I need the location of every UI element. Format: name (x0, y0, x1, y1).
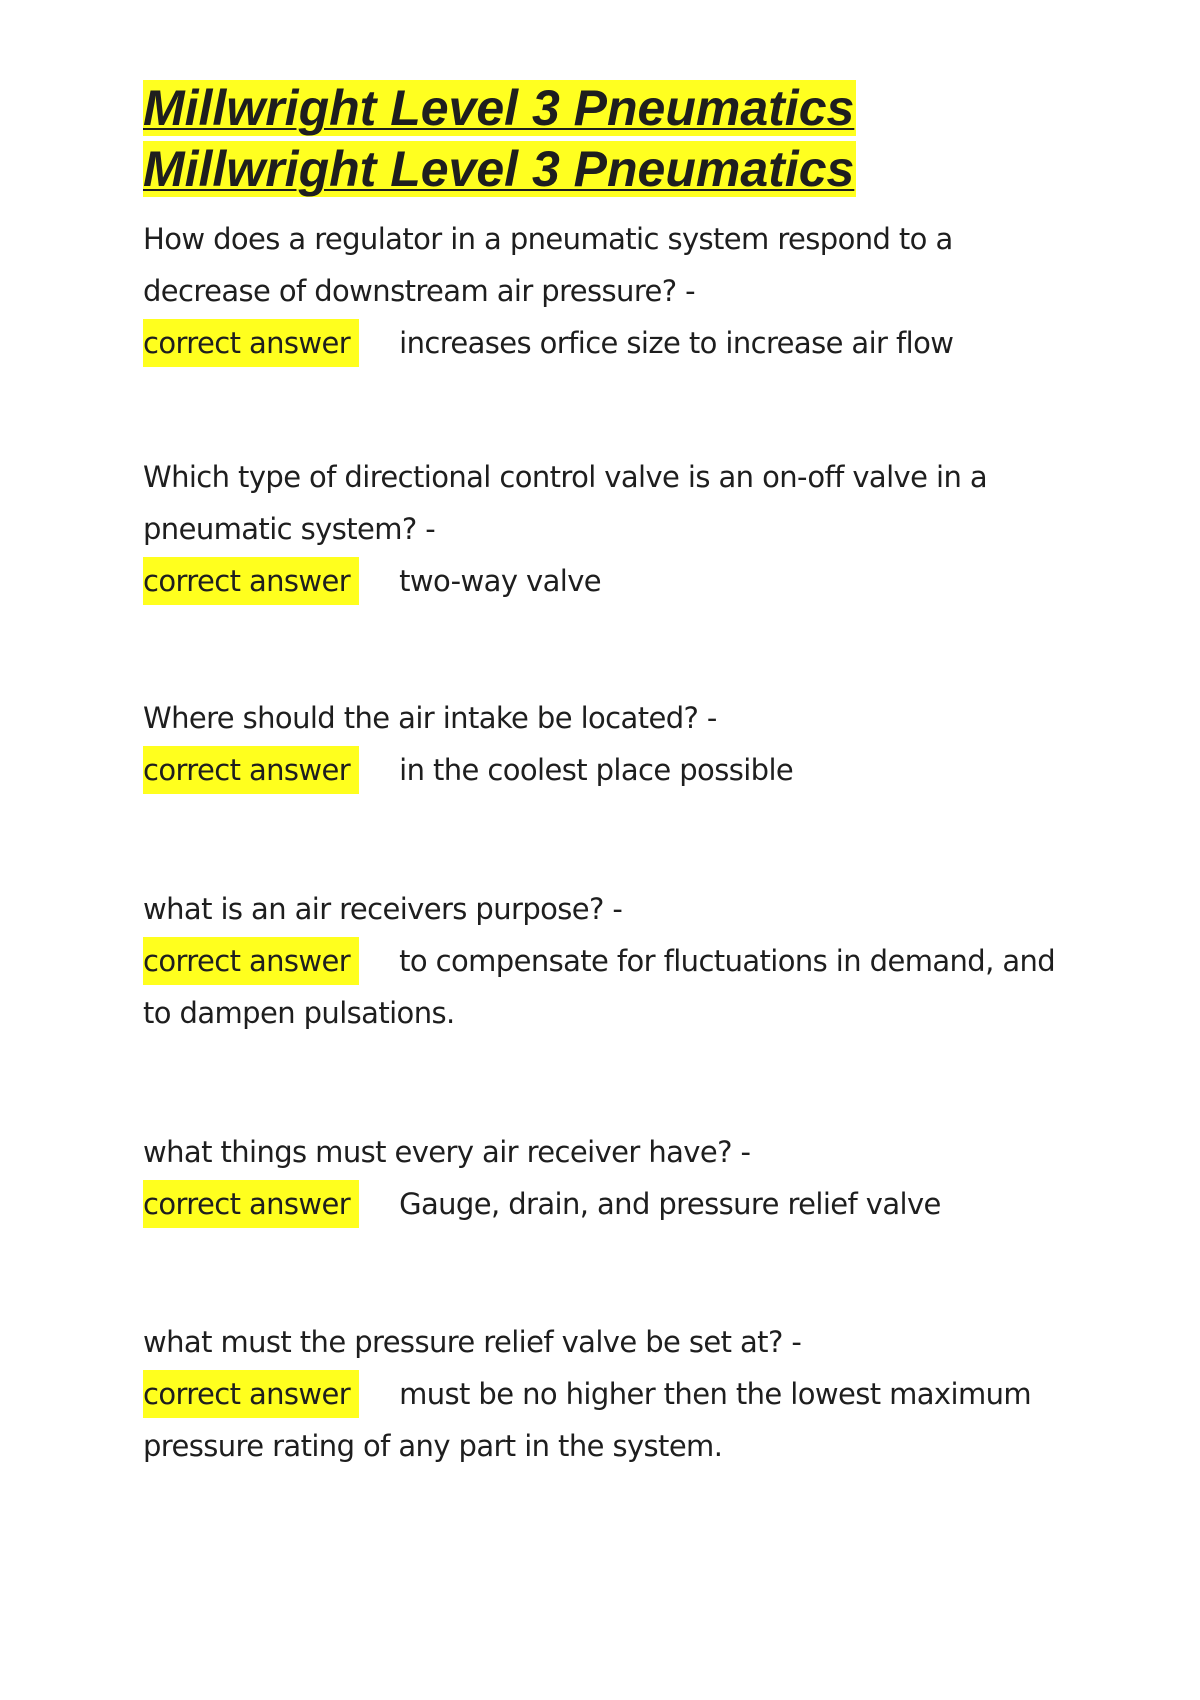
question-text: what things must every air receiver have? - (143, 1135, 751, 1169)
answer-text: Gauge, drain, and pressure relief valve (399, 1187, 941, 1221)
document-page (143, 78, 1073, 1472)
qa-item-4 (143, 883, 1073, 1039)
qa-item-2 (143, 451, 1073, 607)
title-highlight: Millwright Level 3 Pneumatics Millwright Level 3 Pneumatics (143, 80, 855, 197)
question-text: How does a regulator in a pneumatic system respond to a decrease of downstream air pressure? - (143, 222, 953, 308)
correct-answer-label: correct answer (143, 937, 359, 985)
question-text: what must the pressure relief valve be set at? - (143, 1325, 802, 1359)
answer-line (143, 1368, 1073, 1472)
qa-item-5 (143, 1126, 1073, 1230)
answer-text: increases orfice size to increase air flow (399, 326, 954, 360)
answer-line (143, 935, 1073, 1039)
question-text: what is an air receivers purpose? - (143, 892, 623, 926)
question-text: Which type of directional control valve is an on-off valve in a pneumatic system? - (143, 460, 988, 546)
correct-answer-label: correct answer (143, 1180, 359, 1228)
correct-answer-label: correct answer (143, 557, 359, 605)
answer-text: two-way valve (399, 564, 602, 598)
question-text: Where should the air intake be located? - (143, 701, 717, 735)
answer-text: to compensate for fluctuations in demand, and to dampen pulsations. (143, 944, 1056, 1030)
answer-line (143, 1178, 1073, 1230)
answer-text: must be no higher then the lowest maximum pressure rating of any part in the system. (143, 1377, 1032, 1463)
qa-item-6 (143, 1316, 1073, 1472)
document-title (143, 78, 1073, 200)
qa-item-3 (143, 692, 1073, 796)
correct-answer-label: correct answer (143, 319, 359, 367)
answer-line (143, 317, 1073, 369)
answer-line (143, 744, 1073, 796)
qa-item-1 (143, 213, 1073, 369)
answer-line (143, 555, 1073, 607)
correct-answer-label: correct answer (143, 1370, 359, 1418)
answer-text: in the coolest place possible (399, 753, 794, 787)
correct-answer-label: correct answer (143, 746, 359, 794)
